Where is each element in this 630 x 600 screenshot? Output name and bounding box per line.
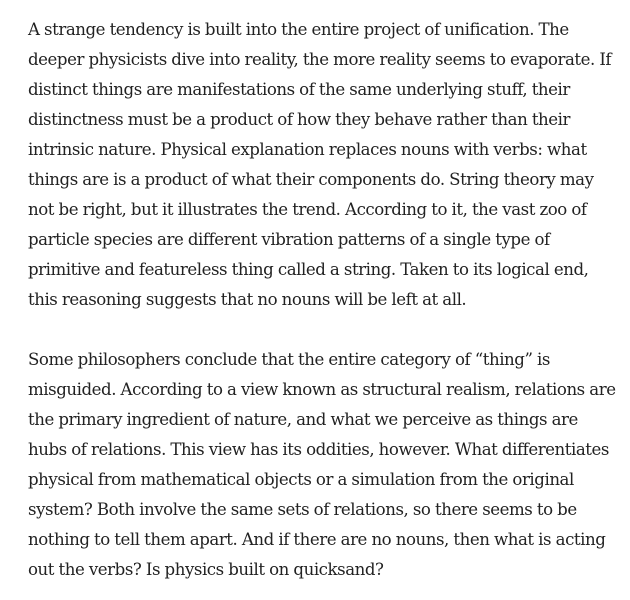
article-body — [28, 15, 618, 585]
paragraph-unification: A strange tendency is built into the entire project of unification. The deeper physicists dive into reality, the more reality seems to evaporate. If distinct things are manifestations of the same underlying stuff, their distinctness must be a product of how they behave rather than their intrinsic nature. Physical explanation replaces nouns with verbs: what things are is a product of what their components do. String theory may not be right, but it illustrates the trend. According to it, the vast zoo of particle species are different vibration patterns of a single type of primitive and featureless thing called a string. Taken to its logical end, this reasoning suggests that no nouns will be left at all. — [28, 20, 612, 309]
paragraph-structural-realism: Some philosophers conclude that the entire category of “thing” is misguided. According to a view known as structural realism, relations are the primary ingredient of nature, and what we perceive as things are hubs of relations. This view has its oddities, however. What differentiates physical from mathematical objects or a simulation from the original system? Both involve the same sets of relations, so there seems to be nothing to tell them apart. And if there are no nouns, then what is acting out the verbs? Is physics built on quicksand? — [28, 350, 616, 579]
